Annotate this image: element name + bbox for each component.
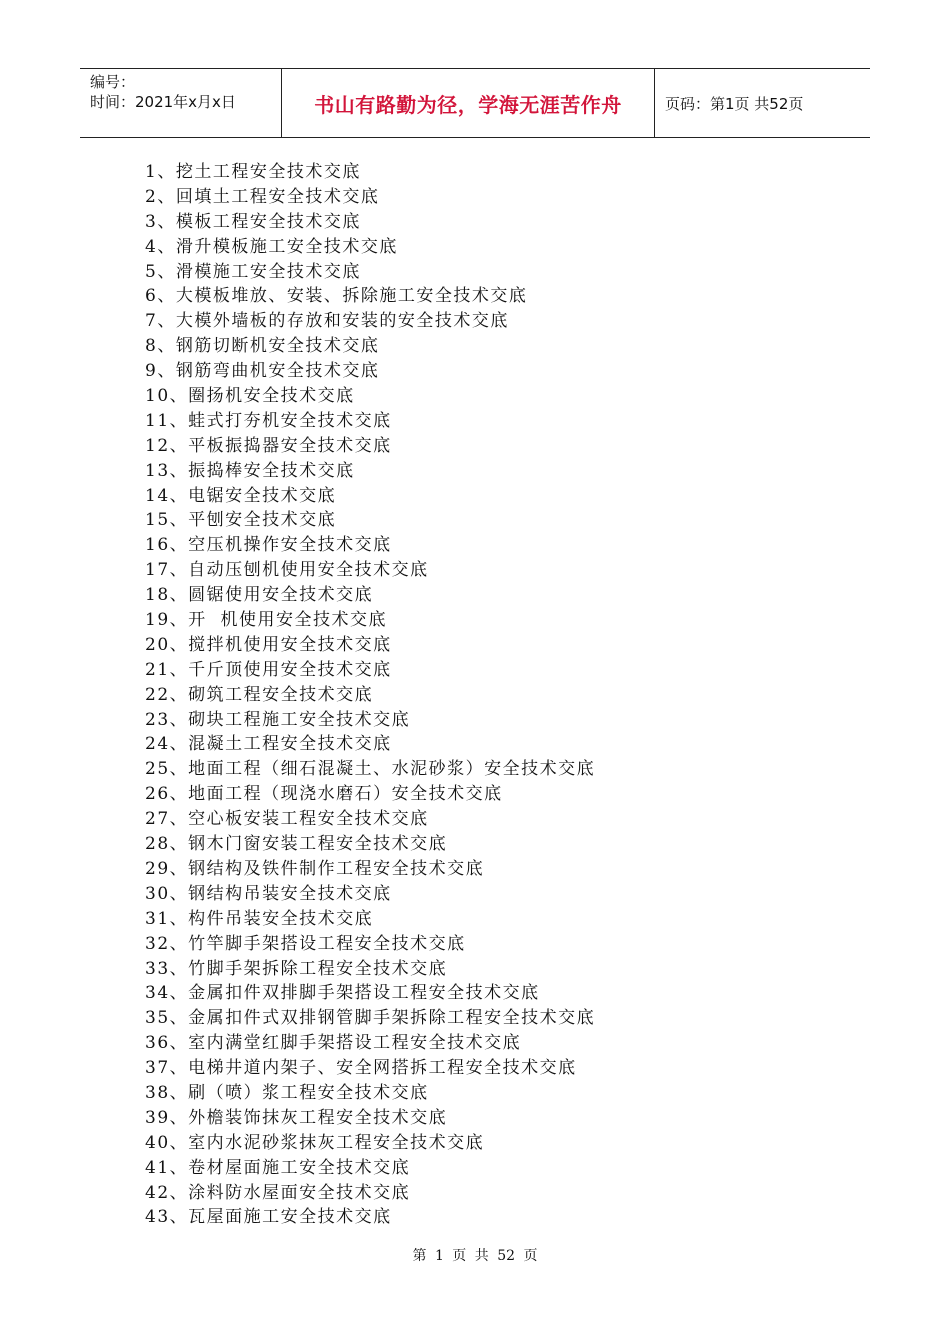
motto: 书山有路勤为径，学海无涯苦作舟 [282,69,655,137]
list-item: 35、金属扣件式双排钢管脚手架拆除工程安全技术交底 [145,1008,596,1029]
list-item: 8、钢筋切断机安全技术交底 [145,336,380,357]
list-item: 4、滑升模板施工安全技术交底 [145,236,398,257]
header-meta [80,69,282,137]
list-item: 26、地面工程（现浇水磨石）安全技术交底 [145,784,503,805]
list-item: 17、自动压刨机使用安全技术交底 [145,560,429,581]
list-item: 1、挖土工程安全技术交底 [145,162,361,182]
list-item: 32、竹竿脚手架搭设工程安全技术交底 [145,933,466,954]
header-page-info: 页码：第1页 共52页 [665,94,804,113]
list-item: 13、振捣棒安全技术交底 [145,460,355,481]
list-item: 14、电锯安全技术交底 [145,485,337,506]
list-item: 37、电梯井道内架子、安全网搭拆工程安全技术交底 [145,1058,577,1079]
date-label: 时间：2021年x月x日 [90,93,236,111]
list-item: 42、涂料防水屋面安全技术交底 [145,1182,411,1203]
page-header [80,68,870,138]
list-item: 34、金属扣件双排脚手架搭设工程安全技术交底 [145,983,540,1004]
list-item: 33、竹脚手架拆除工程安全技术交底 [145,958,448,979]
list-item: 24、混凝土工程安全技术交底 [145,734,392,755]
list-item: 2、回填土工程安全技术交底 [145,186,380,207]
toc-list [145,160,595,1230]
list-item: 23、砌块工程施工安全技术交底 [145,709,411,730]
list-item: 16、空压机操作安全技术交底 [145,535,392,556]
list-item: 25、地面工程（细石混凝土、水泥砂浆）安全技术交底 [145,759,596,780]
list-item: 20、搅拌机使用安全技术交底 [145,634,392,655]
list-item: 11、蛙式打夯机安全技术交底 [145,410,392,431]
page-footer: 第 1 页 共 52 页 [412,1248,538,1264]
list-item: 38、刷（喷）浆工程安全技术交底 [145,1082,429,1103]
list-item: 43、瓦屋面施工安全技术交底 [145,1207,392,1228]
number-label: 编号： [90,73,136,91]
list-item: 28、钢木门窗安装工程安全技术交底 [145,834,448,855]
list-item: 3、模板工程安全技术交底 [145,211,361,232]
list-item: 40、室内水泥砂浆抹灰工程安全技术交底 [145,1132,485,1153]
list-item: 30、钢结构吊装安全技术交底 [145,883,392,904]
list-item: 15、平刨安全技术交底 [145,510,337,531]
list-item: 21、千斤顶使用安全技术交底 [145,659,392,680]
list-item: 27、空心板安装工程安全技术交底 [145,809,429,830]
list-item: 41、卷材屋面施工安全技术交底 [145,1157,411,1178]
list-item: 9、钢筋弯曲机安全技术交底 [145,361,380,382]
list-item: 12、平板振捣器安全技术交底 [145,435,392,456]
list-item: 7、大模外墙板的存放和安装的安全技术交底 [145,311,509,332]
list-item: 22、砌筑工程安全技术交底 [145,684,374,705]
list-item: 19、开 机使用安全技术交底 [145,610,387,631]
list-item: 6、大模板堆放、安装、拆除施工安全技术交底 [145,286,528,307]
list-item: 36、室内满堂红脚手架搭设工程安全技术交底 [145,1033,522,1054]
list-item: 10、圈扬机安全技术交底 [145,386,355,407]
list-item: 18、圆锯使用安全技术交底 [145,585,374,606]
list-item: 31、构件吊装安全技术交底 [145,908,374,929]
list-item: 5、滑模施工安全技术交底 [145,261,361,282]
list-item: 29、钢结构及铁件制作工程安全技术交底 [145,858,485,879]
list-item: 39、外檐装饰抹灰工程安全技术交底 [145,1107,448,1128]
